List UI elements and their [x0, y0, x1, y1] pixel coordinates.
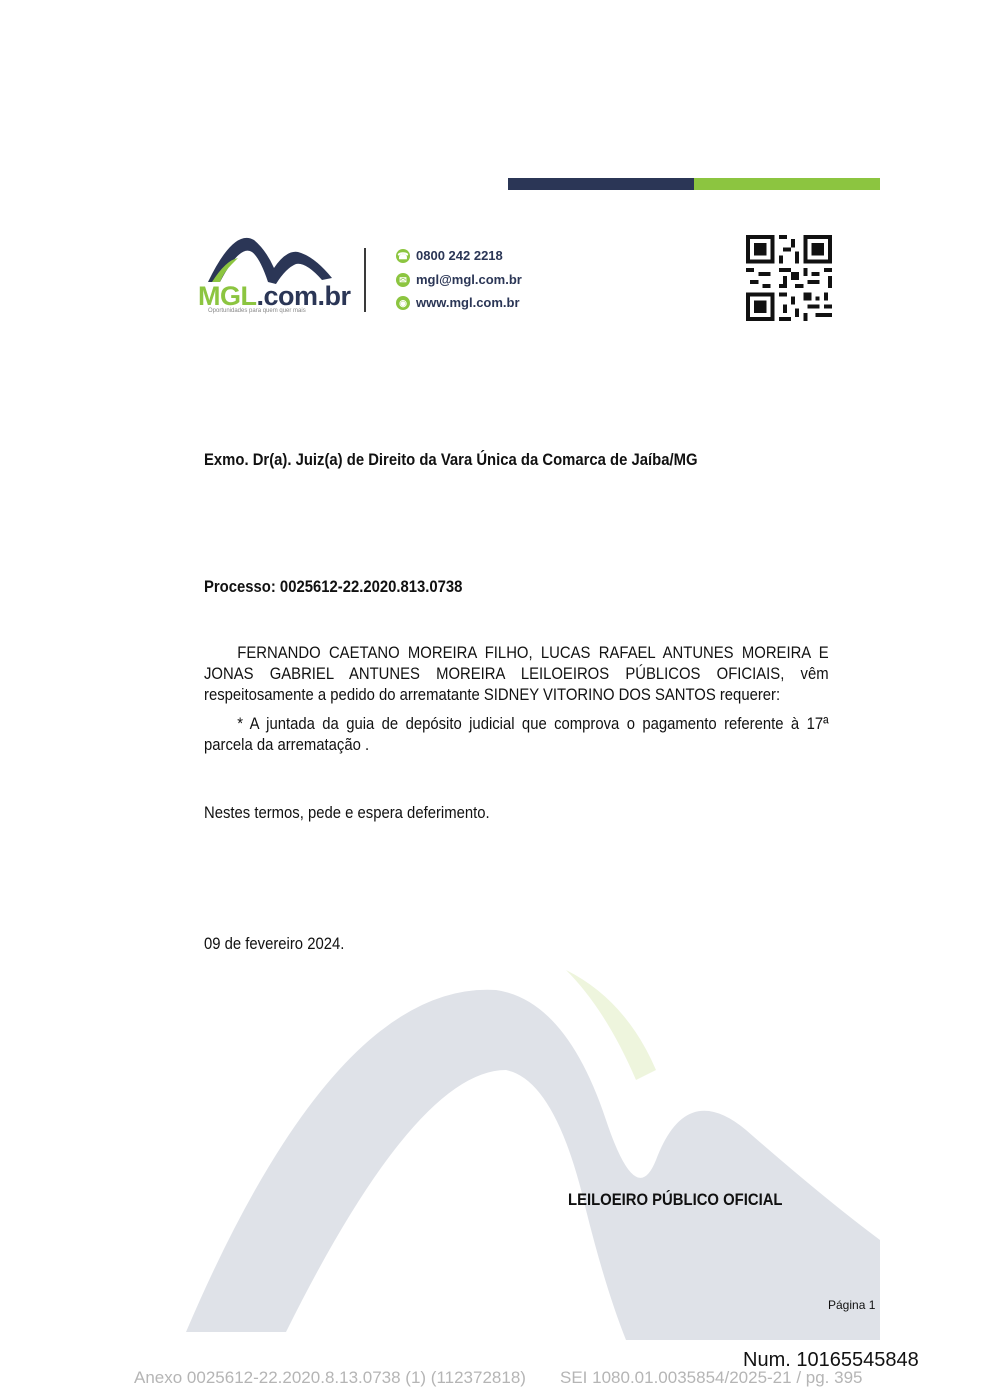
contact-web-text: www.mgl.com.br: [416, 295, 520, 310]
logo-tagline: Oportunidades para quem quer mais: [208, 308, 306, 314]
contact-web: [396, 295, 520, 310]
process-number: Processo: 0025612-22.2020.813.0738: [204, 578, 463, 596]
header-bar-green: [694, 178, 880, 190]
annex-reference: Anexo 0025612-22.2020.8.13.0738 (1) (112372818): [134, 1368, 526, 1387]
contact-phone-text: 0800 242 2218: [416, 248, 503, 263]
signature-title: LEILOEIRO PÚBLICO OFICIAL: [568, 1191, 783, 1209]
body-paragraph-1: FERNANDO CAETANO MOREIRA FILHO, LUCAS RAFAEL ANTUNES MOREIRA E JONAS GABRIEL ANTUNES MOREIRA LEILOEIROS PÚBLICOS OFICIAIS, vêm respeitosamente a pedido do arrematante SIDNEY VITORINO DOS SANTOS requerer:: [204, 644, 829, 704]
page-label: Página 1: [828, 1298, 876, 1312]
contact-email-text: mgl@mgl.com.br: [416, 272, 522, 287]
web-icon: ◉: [396, 296, 410, 310]
sei-reference: SEI 1080.01.0035854/2025-21 / pg. 395: [560, 1368, 863, 1387]
logo-wordmark-part1: MGL: [198, 281, 257, 311]
contact-email: [396, 272, 522, 287]
header-divider: [364, 248, 366, 312]
contact-phone: [396, 248, 503, 263]
logo-wordmark-part2: .com.br: [256, 281, 351, 311]
email-icon: ✉: [396, 273, 410, 287]
addressee: Exmo. Dr(a). Juiz(a) de Direito da Vara Única da Comarca de Jaíba/MG: [204, 451, 698, 469]
body-paragraph-2: * A juntada da guia de depósito judicial que comprova o pagamento referente à 17ª parcela da arrematação .: [204, 715, 829, 754]
date-text: 09 de fevereiro 2024.: [204, 935, 345, 953]
document-number: Num. 10165545848: [743, 1349, 919, 1371]
whatsapp-icon: ☎: [397, 250, 409, 261]
header-bar-dark: [508, 178, 694, 190]
closing-text: Nestes termos, pede e espera deferimento.: [204, 804, 490, 822]
watermark-logo: [186, 960, 880, 1340]
qr-code: [746, 235, 832, 321]
